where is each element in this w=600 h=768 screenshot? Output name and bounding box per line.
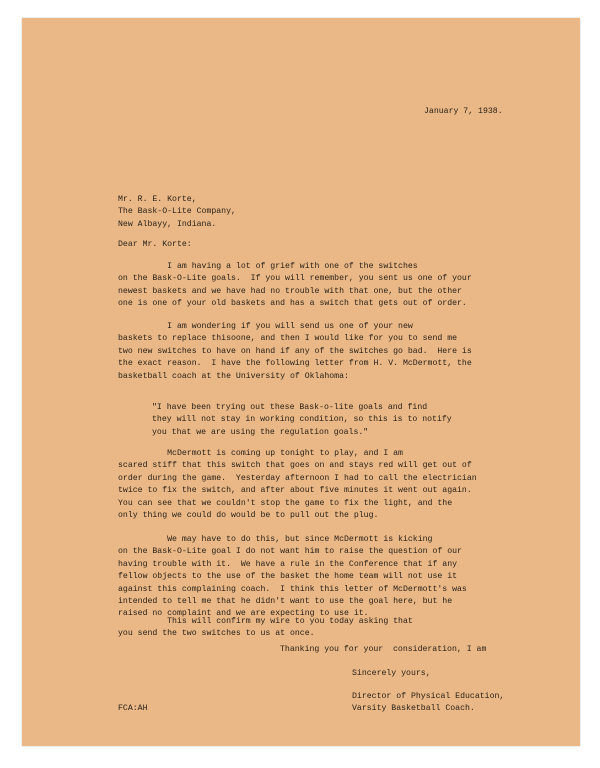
text-line: We may have to do this, but since McDermott is kicking [118, 535, 433, 544]
recipient-address [118, 194, 236, 231]
text-line: baskets to replace thisoone, and then I would like for you to send me [118, 334, 458, 344]
paragraph-5 [118, 616, 413, 641]
text-line: twice to fix the switch, and after about five minutes it went out again. [118, 486, 472, 496]
paragraph-1 [118, 261, 472, 311]
closing-thanks: Thanking you for your consideration, I am [280, 645, 487, 654]
text-line: intended to tell me that he didn't want to use the goal here, but he [118, 597, 453, 607]
text-line: having trouble with it. We have a rule in the Conference that if any [118, 559, 458, 569]
text-line: I am having a lot of grief with one of the switches [118, 262, 418, 271]
text-line: the exact reason. I have the following letter from H. V. McDermott, the [118, 359, 472, 369]
text-line: basketball coach at the University of Oklahoma: [118, 371, 349, 381]
text-line: This will confirm my wire to you today asking that [118, 617, 413, 626]
text-line: raised no complaint and we are expecting to use it. [118, 609, 369, 619]
quote-line: "I have been trying out these Bask-o-lite goals and find [152, 403, 428, 412]
quote-line: they will not stay in working condition, so this is to notify [152, 415, 452, 425]
text-line: you send the two switches to us at once. [118, 629, 315, 639]
text-line: fellow objects to the use of the basket the home team will not use it [118, 572, 458, 582]
text-line: two new switches to have on hand if any of the switches go bad. Here is [118, 346, 472, 356]
text-line: You can see that we couldn't stop the game to fix the light, and the [118, 498, 453, 508]
text-line: I am wondering if you will send us one of your new [118, 322, 413, 331]
text-line: newest baskets and we have had no trouble with that one, but the other [118, 286, 462, 296]
text-line: one is one of your old baskets and has a switch that gets out of order. [118, 299, 467, 309]
text-line: only thing we could do would be to pull out the plug. [118, 511, 379, 521]
text-line: scared stiff that this switch that goes on and stays red will get out of [118, 461, 472, 471]
letter-date: January 7, 1938. [424, 107, 503, 116]
recipient-city: New Albayy, Indiana. [118, 219, 217, 229]
recipient-name: Mr. R. E. Korte, [118, 195, 197, 204]
valediction: Sincerely yours, [352, 669, 431, 678]
paragraph-3 [118, 448, 477, 522]
quoted-letter [152, 402, 452, 439]
paragraph-4 [118, 534, 467, 621]
text-line: order during the game. Yesterday afternoon I had to call the electrician [118, 473, 477, 483]
paragraph-2 [118, 321, 472, 383]
quote-line: you that we are using the regulation goals." [152, 427, 369, 437]
letter-page [22, 18, 580, 746]
text-line: on the Bask-O-Lite goal I do not want him to raise the question of our [118, 547, 462, 557]
text-line: on the Bask-O-Lite goals. If you will remember, you sent us one of your [118, 274, 472, 284]
typist-initials: FCA:AH [118, 704, 148, 713]
salutation: Dear Mr. Korte: [118, 240, 192, 249]
signature-role: Varsity Basketball Coach. [352, 704, 475, 714]
recipient-company: The Bask-O-Lite Company, [118, 207, 236, 217]
text-line: McDermott is coming up tonight to play, and I am [118, 449, 403, 458]
text-line: against this complaining coach. I think this letter of McDermott's was [118, 584, 467, 594]
signature-title: Director of Physical Education, [352, 692, 505, 701]
signature-block [352, 691, 504, 716]
